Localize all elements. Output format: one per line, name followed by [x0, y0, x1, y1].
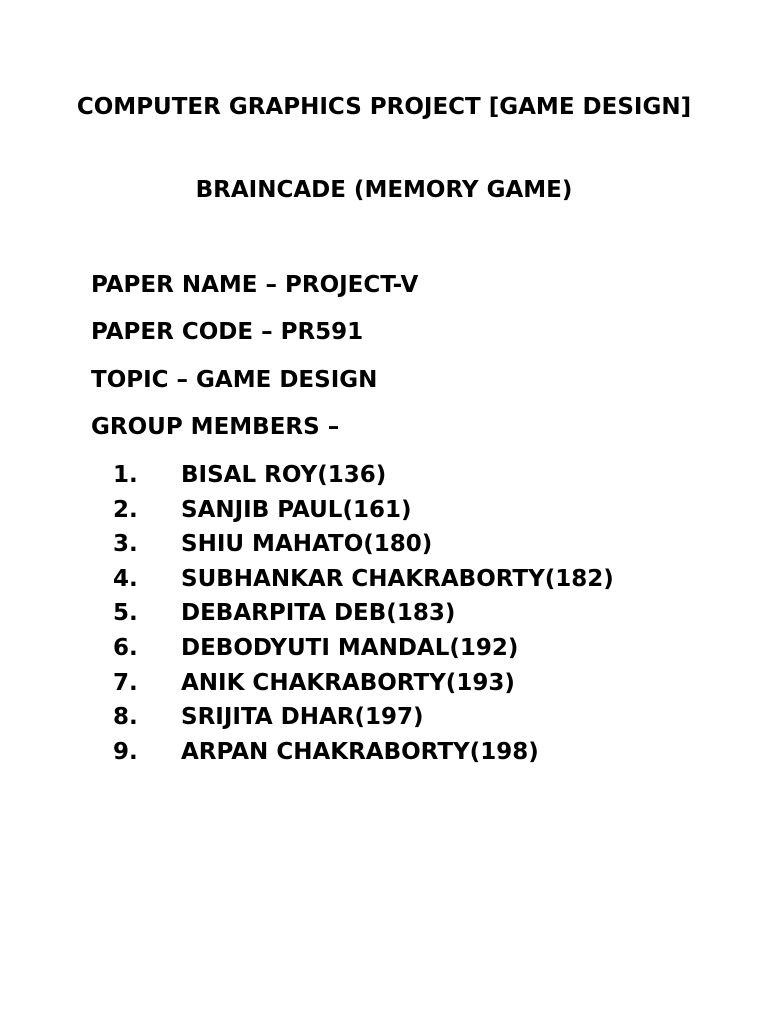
list-item-number: 7. — [113, 669, 138, 696]
member-name: DEBARPITA DEB(183) — [181, 600, 456, 627]
list-item-number: 5. — [113, 600, 138, 627]
list-item-number: 2. — [113, 496, 138, 523]
member-name: DEBODYUTI MANDAL(192) — [181, 634, 519, 661]
list-item — [0, 631, 768, 666]
list-item — [0, 527, 768, 562]
list-item-number: 9. — [113, 738, 138, 765]
list-item-number: 1. — [113, 462, 138, 488]
group-members-label: GROUP MEMBERS – — [91, 414, 340, 440]
list-item-number: 8. — [113, 704, 138, 731]
list-item — [0, 666, 768, 701]
list-item — [0, 493, 768, 528]
topic: TOPIC – GAME DESIGN — [91, 367, 378, 393]
group-members-list — [0, 458, 768, 769]
member-name: SUBHANKAR CHAKRABORTY(182) — [181, 565, 614, 592]
member-name: SRIJITA DHAR(197) — [181, 704, 424, 731]
document-subtitle: BRAINCADE (MEMORY GAME) — [195, 177, 573, 203]
member-name: BISAL ROY(136) — [181, 462, 387, 488]
member-name: ANIK CHAKRABORTY(193) — [181, 669, 515, 696]
list-item — [0, 562, 768, 597]
document-title: COMPUTER GRAPHICS PROJECT [GAME DESIGN] — [76, 94, 692, 120]
member-name: SHIU MAHATO(180) — [181, 531, 433, 558]
list-item-number: 4. — [113, 565, 138, 592]
paper-code: PAPER CODE – PR591 — [91, 319, 364, 345]
list-item-number: 3. — [113, 531, 138, 558]
member-name: ARPAN CHAKRABORTY(198) — [181, 738, 539, 765]
list-item — [0, 735, 768, 770]
list-item — [0, 700, 768, 735]
list-item — [0, 596, 768, 631]
member-name: SANJIB PAUL(161) — [181, 496, 412, 523]
list-item — [0, 458, 768, 493]
list-item-number: 6. — [113, 634, 138, 661]
paper-name: PAPER NAME – PROJECT-V — [91, 272, 419, 298]
